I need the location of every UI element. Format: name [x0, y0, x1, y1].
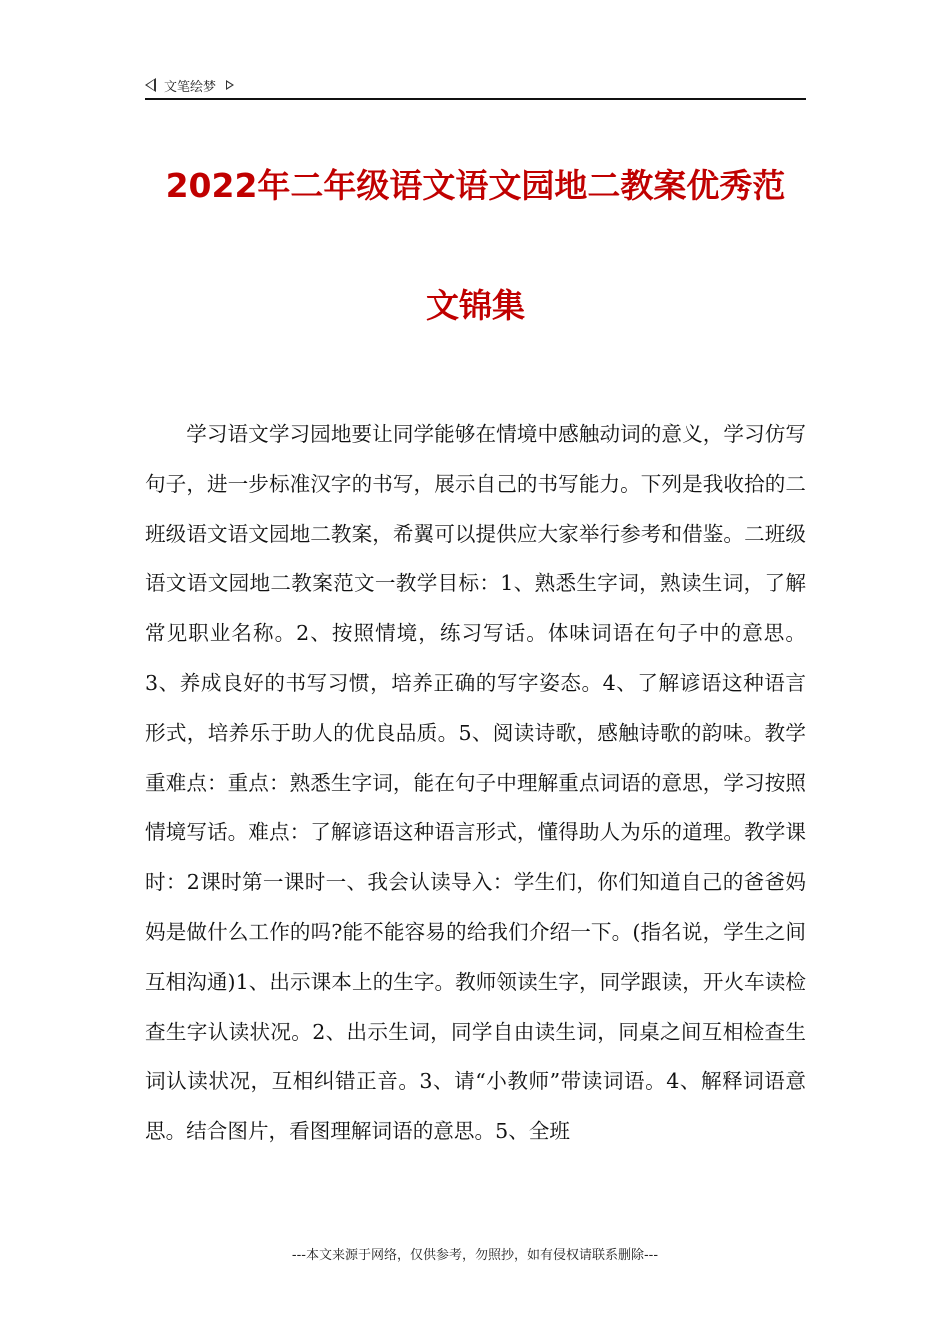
- footer-notice: ---本文来源于网络，仅供参考，勿照抄，如有侵权请联系删除---: [291, 1248, 659, 1263]
- page-header: [145, 74, 234, 96]
- document-title-line-1: 2022年二年级语文语文园地二教案优秀范: [165, 166, 786, 205]
- header-divider: [145, 98, 806, 100]
- document-title-line-2: 文锦集: [426, 286, 525, 325]
- header-brand: 文笔绘梦: [164, 79, 217, 95]
- triangle-right-icon: [226, 80, 234, 90]
- body-paragraph: 学习语文学习园地要让同学能够在情境中感触动词的意义，学习仿写句子，进一步标准汉字的书写，展示自己的书写能力。下列是我收拾的二班级语文语文园地二教案，希翼可以提供应大家举行参考和借鉴。二班级语文语文园地二教案范文一教学目标：1、熟悉生字词，熟读生词，了解常见职业名称。2、按照情境，练习写话。体味词语在句子中的意思。3、养成良好的书写习惯，培养正确的写字姿态。4、了解谚语这种语言形式，培养乐于助人的优良品质。5、阅读诗歌，感触诗歌的韵味。教学重难点：重点：熟悉生字词，能在句子中理解重点词语的意思，学习按照情境写话。难点：了解谚语这种语言形式，懂得助人为乐的道理。教学课时：2课时第一课时一、我会认读导入：学生们，你们知道自己的爸爸妈妈是做什么工作的吗?能不能容易的给我们介绍一下。(指名说，学生之间互相沟通)1、出示课本上的生字。教师领读生字，同学跟读，开火车读检查生字认读状况。2、出示生词，同学自由读生词，同桌之间互相检查生词认读状况，互相纠错正音。3、请“小教师”带读词语。4、解释词语意思。结合图片，看图理解词语的意思。5、全班: [145, 422, 806, 1144]
- triangle-left-icon: [145, 78, 156, 92]
